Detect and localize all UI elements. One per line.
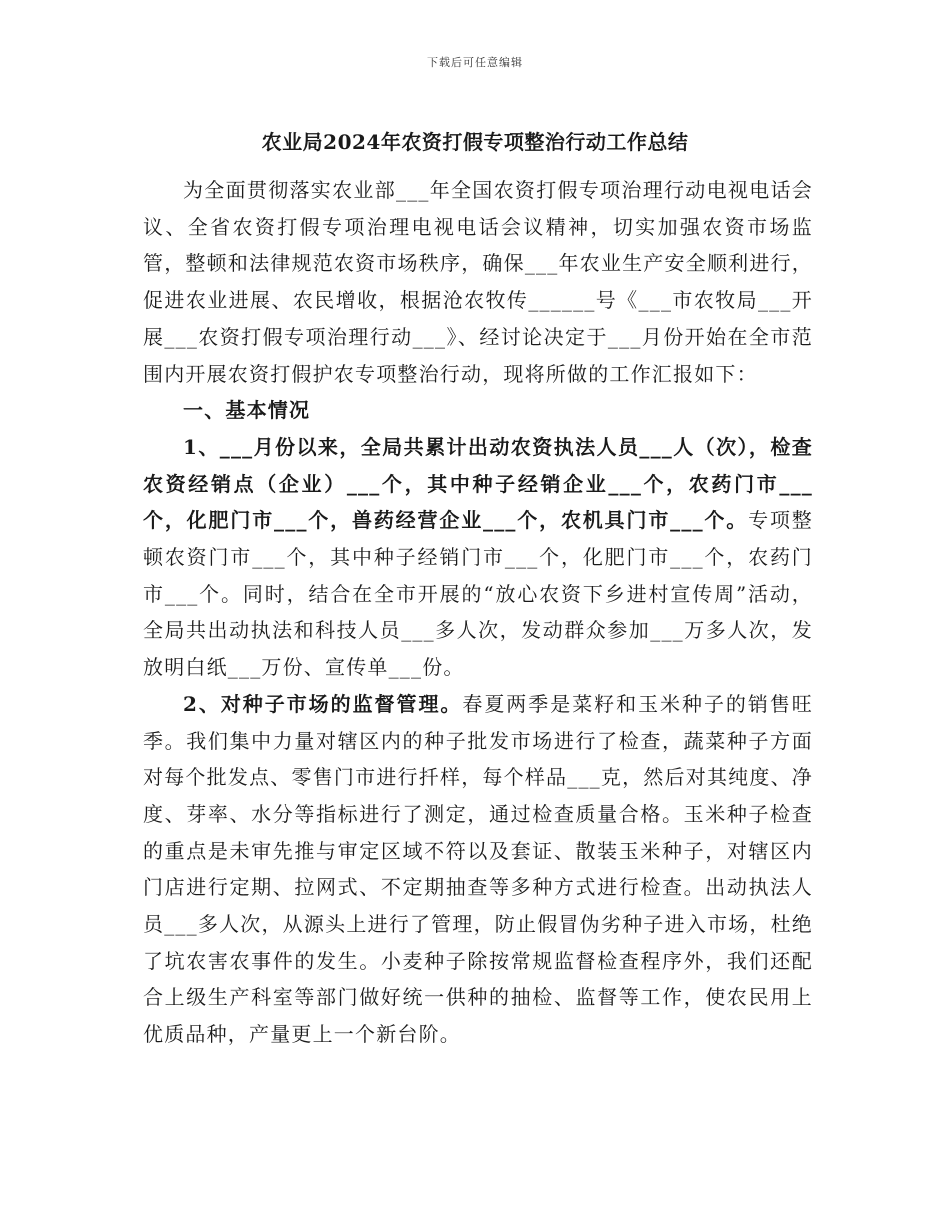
- page-header-note: 下载后可任意编辑: [427, 56, 523, 69]
- section-heading-basic-situation: 一、基本情况: [183, 398, 311, 423]
- item-1-bold-text: 1、___月份以来，全局共累计出动农资执法人员___人（次），检查农资经销点（企业）___个，其中种子经销企业___个，农药门市___个，化肥门市___个，兽药经营企业___个，农机具门市___个。: [143, 434, 813, 533]
- intro-paragraph: 为全面贯彻落实农业部___年全国农资打假专项治理行动电视电话会议、全省农资打假专项治理电视电话会议精神，切实加强农资市场监管，整顿和法律规范农资市场秩序，确保___年农业生产安全顺利进行，促进农业进展、农民增收，根据沧农牧传______号《___市农牧局___开展___农资打假专项治理行动___》、经讨论决定于___月份开始在全市范围内开展农资打假护农专项整治行动，现将所做的工作汇报如下：: [143, 178, 813, 386]
- document-body: [143, 172, 813, 1053]
- item-2-paragraph: [143, 686, 813, 1053]
- item-1-paragraph: [143, 429, 813, 686]
- item-2-text: 春夏两季是菜籽和玉米种子的销售旺季。我们集中力量对辖区内的种子批发市场进行了检查，蔬菜种子方面对每个批发点、零售门市进行扦样，每个样品___克，然后对其纯度、净度、芽率、水分等指标进行了测定，通过检查质量合格。玉米种子检查的重点是未审先推与审定区域不符以及套证、散装玉米种子，对辖区内门店进行定期、拉网式、不定期抽查等多种方式进行检查。出动执法人员___多人次，从源头上进行了管理，防止假冒伪劣种子进入市场，杜绝了坑农害农事件的发生。小麦种子除按常规监督检查程序外，我们还配合上级生产科室等部门做好统一供种的抽检、监督等工作，使农民用上优质品种，产量更上一个新台阶。: [143, 691, 813, 1047]
- document-title: 农业局2024年农资打假专项整治行动工作总结: [261, 130, 689, 154]
- item-1-text: 专项整顿农资门市___个，其中种子经销门市___个，化肥门市___个，农药门市___个。同时，结合在全市开展的“放心农资下乡进村宣传周”活动，全局共出动执法和科技人员___多人次，发动群众参加___万多人次，发放明白纸___万份、宣传单___份。: [143, 508, 813, 680]
- item-2-bold-text: 2、对种子市场的监督管理。: [183, 691, 463, 716]
